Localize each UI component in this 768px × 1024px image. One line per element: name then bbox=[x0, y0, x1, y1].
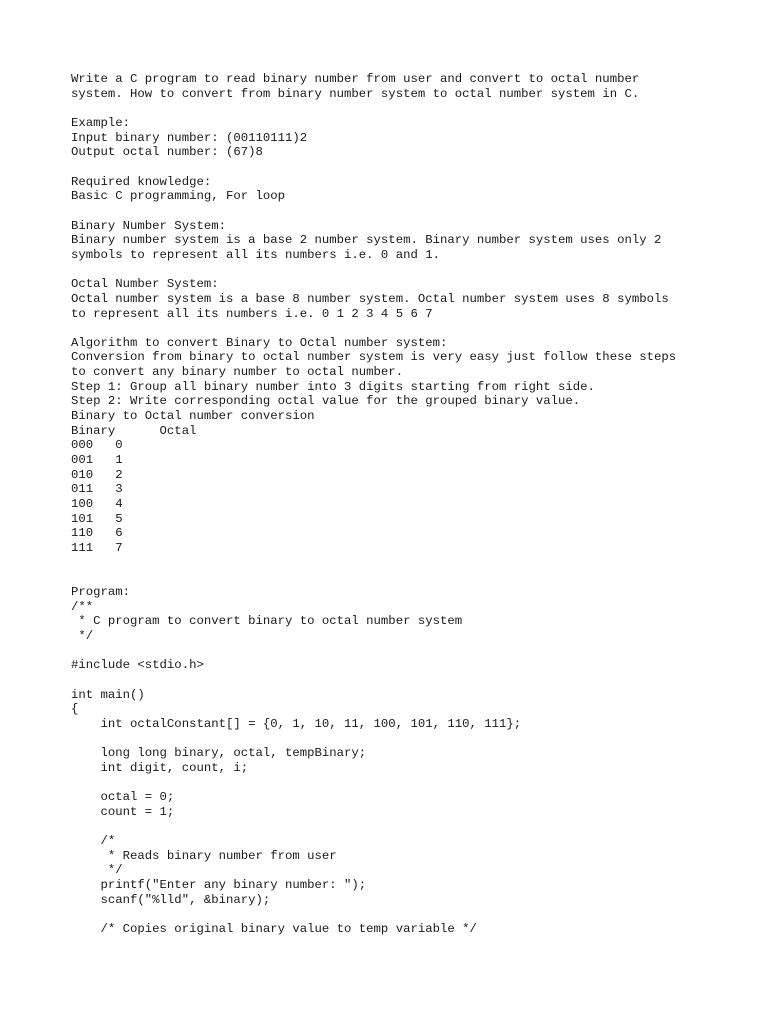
text-line: /* bbox=[71, 834, 116, 849]
text-line: /** bbox=[71, 599, 94, 614]
blank-line bbox=[71, 321, 751, 336]
text-line: Binary to Octal number conversion bbox=[71, 409, 315, 424]
text-line: /* Copies original binary value to temp variable */ bbox=[71, 922, 477, 937]
blank-line bbox=[71, 160, 751, 175]
text-line: Required knowledge: bbox=[71, 174, 212, 189]
text-line: 000 0 bbox=[71, 438, 123, 453]
text-line: to convert any binary number to octal number. bbox=[71, 365, 404, 380]
text-line: Binary Number System: bbox=[71, 218, 226, 233]
text-line: symbols to represent all its numbers i.e. 0 and 1. bbox=[71, 247, 440, 262]
blank-line bbox=[71, 732, 751, 747]
document-body bbox=[71, 72, 751, 937]
text-line: 111 7 bbox=[71, 541, 123, 555]
text-line: Input binary number: (00110111)2 bbox=[71, 130, 308, 145]
text-line: Octal Number System: bbox=[71, 277, 219, 292]
text-line: system. How to convert from binary number system to octal number system in C. bbox=[71, 86, 640, 101]
text-line: * C program to convert binary to octal number system bbox=[71, 614, 463, 629]
text-line: Program: bbox=[71, 584, 131, 599]
text-line: 100 4 bbox=[71, 497, 123, 512]
text-line: Binary Octal bbox=[71, 423, 197, 438]
text-line: printf("Enter any binary number: "); bbox=[71, 878, 367, 893]
text-line: { bbox=[71, 702, 79, 717]
text-line: scanf("%lld", &binary); bbox=[71, 892, 271, 907]
text-line: 011 3 bbox=[71, 482, 123, 497]
blank-line bbox=[71, 101, 751, 116]
text-line: Output octal number: (67)8 bbox=[71, 145, 263, 160]
text-line: Step 1: Group all binary number into 3 digits starting from right side. bbox=[71, 379, 595, 394]
text-line: long long binary, octal, tempBinary; bbox=[71, 746, 367, 761]
text-line: Write a C program to read binary number from user and convert to octal number bbox=[71, 72, 640, 86]
text-line: octal = 0; bbox=[71, 790, 175, 805]
text-line: int main() bbox=[71, 687, 145, 702]
text-line: Basic C programming, For loop bbox=[71, 189, 286, 204]
blank-line bbox=[71, 819, 751, 834]
blank-line bbox=[71, 776, 751, 791]
blank-line bbox=[71, 907, 751, 922]
text-line: int digit, count, i; bbox=[71, 760, 249, 775]
text-line: */ bbox=[71, 863, 123, 878]
text-line: Octal number system is a base 8 number system. Octal number system uses 8 symbols bbox=[71, 291, 669, 306]
blank-line bbox=[71, 556, 751, 571]
text-line: Binary number system is a base 2 number system. Binary number system uses only 2 bbox=[71, 233, 662, 248]
text-line: 010 2 bbox=[71, 467, 123, 482]
text-line: 110 6 bbox=[71, 526, 123, 541]
blank-line bbox=[71, 673, 751, 688]
text-line: Algorithm to convert Binary to Octal number system: bbox=[71, 335, 448, 350]
text-line: * Reads binary number from user bbox=[71, 848, 337, 863]
text-line: #include <stdio.h> bbox=[71, 658, 204, 673]
text-line: Conversion from binary to octal number system is very easy just follow these steps bbox=[71, 350, 677, 365]
text-line: int octalConstant[] = {0, 1, 10, 11, 100, 101, 110, 111}; bbox=[71, 716, 522, 731]
blank-line bbox=[71, 204, 751, 219]
text-line: Example: bbox=[71, 115, 131, 130]
text-line: 101 5 bbox=[71, 511, 123, 526]
blank-line bbox=[71, 644, 751, 659]
text-line: count = 1; bbox=[71, 804, 175, 819]
text-line: Step 2: Write corresponding octal value for the grouped binary value. bbox=[71, 394, 581, 409]
text-line: */ bbox=[71, 628, 94, 643]
blank-line bbox=[71, 570, 751, 585]
text-line: to represent all its numbers i.e. 0 1 2 3 4 5 6 7 bbox=[71, 306, 433, 321]
blank-line bbox=[71, 263, 751, 278]
text-line: 001 1 bbox=[71, 453, 123, 468]
